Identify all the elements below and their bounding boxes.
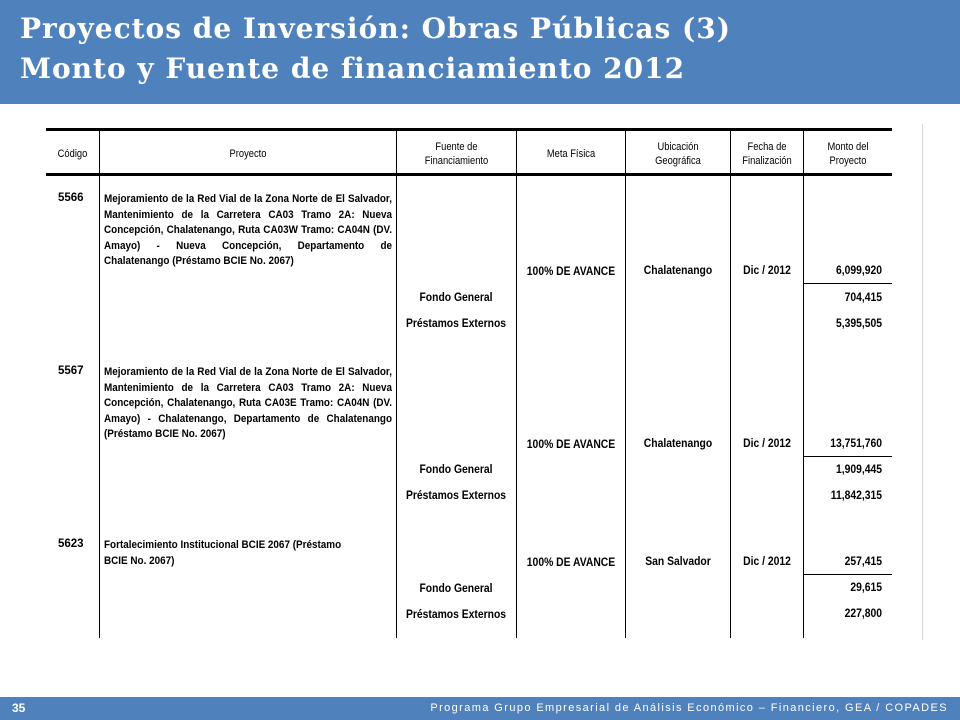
header-monto: Monto del Proyecto [827, 141, 869, 167]
row-project: Mejoramiento de la Red Vial de la Zona Norte de El Salvador, Mantenimiento de la Carretera CA03 Tramo 2A: Nueva Concepción, Chalatenango, Ruta CA03W Tramo: CA04N (DV. Amayo) - Nueva Concepción, Departamento de Chalatenango (Préstamo BCIE No. 2067) [104, 193, 392, 267]
column-divider [396, 131, 397, 638]
slide-title-line-2: Monto y Fuente de financiamiento 2012 [20, 52, 686, 85]
table-header-rule [46, 173, 892, 176]
row-fund-1: Fondo General [419, 292, 493, 304]
row-total-amount: 6,099,920 [835, 265, 882, 277]
investment-table [42, 124, 923, 640]
amount-rule [804, 456, 892, 457]
footer-text: Programa Grupo Empresarial de Análisis Económico – Financiero, GEA / COPADES [430, 702, 948, 714]
row-fund-1: Fondo General [419, 583, 493, 595]
column-divider [516, 131, 517, 638]
row-code: 5567 [58, 365, 84, 377]
row-amount-1: 1,909,445 [835, 464, 882, 476]
row-fecha: Dic / 2012 [743, 556, 791, 568]
header-fuente: Fuente de Financiamiento [424, 141, 489, 167]
row-fund-2: Préstamos Externos [405, 490, 507, 502]
row-meta: 100% DE AVANCE [526, 439, 616, 451]
row-fecha: Dic / 2012 [743, 265, 791, 277]
row-fund-2: Préstamos Externos [405, 318, 507, 330]
page-number: 35 [12, 701, 26, 715]
header-proyecto: Proyecto [229, 148, 267, 160]
row-meta: 100% DE AVANCE [526, 266, 616, 278]
column-divider [730, 131, 731, 638]
row-project: Fortalecimiento Institucional BCIE 2067 (Préstamo BCIE No. 2067) [104, 539, 342, 567]
title-bar [0, 0, 960, 104]
row-amount-1: 704,415 [844, 292, 882, 304]
header-fecha: Fecha de Finalización [742, 141, 792, 167]
row-project: Mejoramiento de la Red Vial de la Zona Norte de El Salvador, Mantenimiento de la Carretera CA03 Tramo 2A: Nueva Concepción, Chalatenango, Ruta CA03E Tramo: CA04N (DV. Amayo) - Chalatenango, Departamento de Chalatenango (Préstamo BCIE No. 2067) [104, 366, 392, 440]
column-divider [803, 131, 804, 638]
table-top-rule [46, 128, 892, 131]
row-fecha: Dic / 2012 [743, 438, 791, 450]
header-meta: Meta Física [546, 148, 596, 160]
header-codigo: Código [57, 148, 88, 160]
column-divider [99, 131, 100, 638]
amount-rule [804, 283, 892, 284]
row-ubicacion: Chalatenango [643, 265, 713, 277]
row-code: 5623 [58, 538, 84, 550]
slide-title-line-1: Proyectos de Inversión: Obras Públicas (3) [20, 12, 732, 45]
header-ubicacion: Ubicación Geográfica [655, 141, 701, 167]
row-fund-2: Préstamos Externos [405, 609, 507, 621]
row-amount-2: 5,395,505 [835, 318, 882, 330]
row-code: 5566 [58, 192, 84, 204]
row-ubicacion: San Salvador [645, 556, 711, 568]
amount-rule [804, 574, 892, 575]
row-meta: 100% DE AVANCE [526, 557, 616, 569]
row-ubicacion: Chalatenango [643, 438, 713, 450]
row-fund-1: Fondo General [419, 464, 493, 476]
row-amount-2: 227,800 [844, 608, 882, 620]
column-divider [625, 131, 626, 638]
row-total-amount: 257,415 [844, 556, 882, 568]
footer-bar [0, 697, 960, 720]
row-total-amount: 13,751,760 [830, 438, 882, 450]
row-amount-2: 11,842,315 [830, 490, 882, 502]
row-amount-1: 29,615 [850, 582, 882, 594]
